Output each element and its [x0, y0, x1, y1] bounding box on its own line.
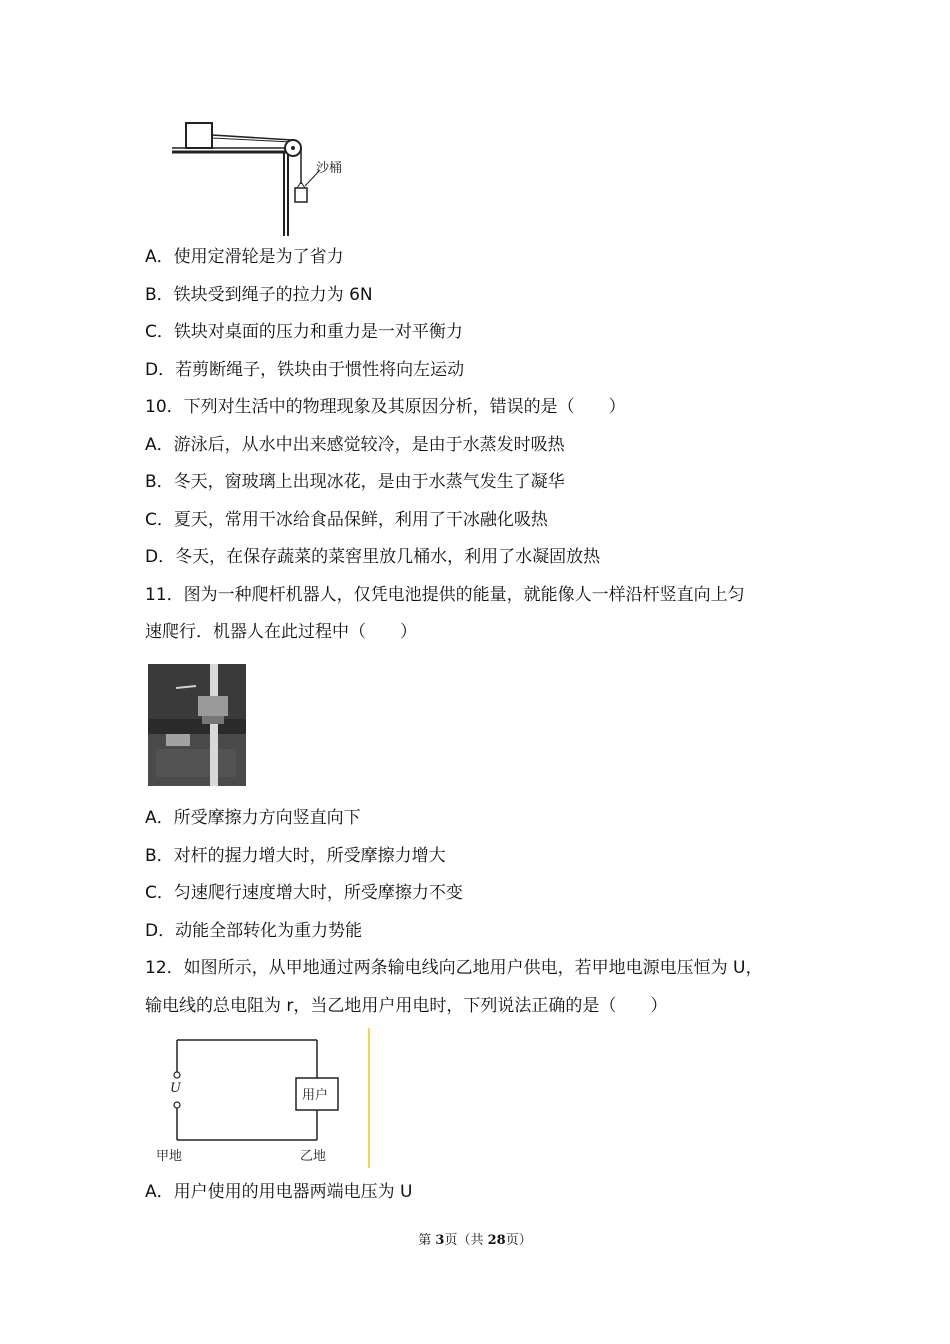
q11-option-a: A．所受摩擦力方向竖直向下	[145, 808, 361, 828]
footer-post: 页）	[505, 1233, 532, 1248]
footer-total-pages: 28	[487, 1233, 506, 1248]
q11-stem-line2: 速爬行．机器人在此过程中（ ）	[145, 622, 417, 642]
q9-option-d: D．若剪断绳子，铁块由于惯性将向左运动	[145, 360, 465, 380]
footer-page-number: 3	[435, 1233, 445, 1248]
q10-option-d: D．冬天，在保存蔬菜的菜窖里放几桶水，利用了水凝固放热	[145, 547, 601, 567]
location-jia-label: 甲地	[156, 1149, 183, 1164]
q10-option-c: C．夏天，常用干冰给食品保鲜，利用了干冰融化吸热	[145, 510, 548, 530]
q11-stem-line1: 11．图为一种爬杆机器人，仅凭电池提供的能量，就能像人一样沿杆竖直向上匀	[145, 585, 745, 605]
q9-option-c: C．铁块对桌面的压力和重力是一对平衡力	[145, 322, 463, 342]
location-yi-label: 乙地	[300, 1149, 327, 1164]
voltage-label: U	[170, 1081, 181, 1096]
footer-mid: 页（共	[444, 1233, 488, 1248]
figure-label-sand-bucket: 沙桶	[316, 161, 343, 176]
robot-photo	[148, 664, 246, 786]
q12-option-a: A．用户使用的用电器两端电压为 U	[145, 1182, 413, 1202]
q11-option-d: D．动能全部转化为重力势能	[145, 921, 363, 941]
circuit-diagram	[150, 1028, 375, 1168]
page-footer	[0, 1229, 950, 1248]
pulley-figure	[172, 118, 362, 238]
q9-option-b: B．铁块受到绳子的拉力为 6N	[145, 285, 373, 305]
q12-stem-line2: 输电线的总电阻为 r，当乙地用户用电时，下列说法正确的是（ ）	[145, 996, 668, 1016]
q10-stem: 10．下列对生活中的物理现象及其原因分析，错误的是（ ）	[145, 397, 626, 417]
q10-option-a: A．游泳后，从水中出来感觉较冷，是由于水蒸发时吸热	[145, 435, 565, 455]
user-box-label: 用户	[302, 1088, 329, 1103]
footer-pre: 第	[418, 1233, 436, 1248]
q11-option-b: B．对杆的握力增大时，所受摩擦力增大	[145, 846, 446, 866]
q11-option-c: C．匀速爬行速度增大时，所受摩擦力不变	[145, 883, 463, 903]
q9-option-a: A．使用定滑轮是为了省力	[145, 247, 344, 267]
q12-stem-line1: 12．如图所示，从甲地通过两条输电线向乙地用户供电，若甲地电源电压恒为 U，	[145, 958, 763, 978]
q10-option-b: B．冬天，窗玻璃上出现冰花，是由于水蒸气发生了凝华	[145, 472, 565, 492]
